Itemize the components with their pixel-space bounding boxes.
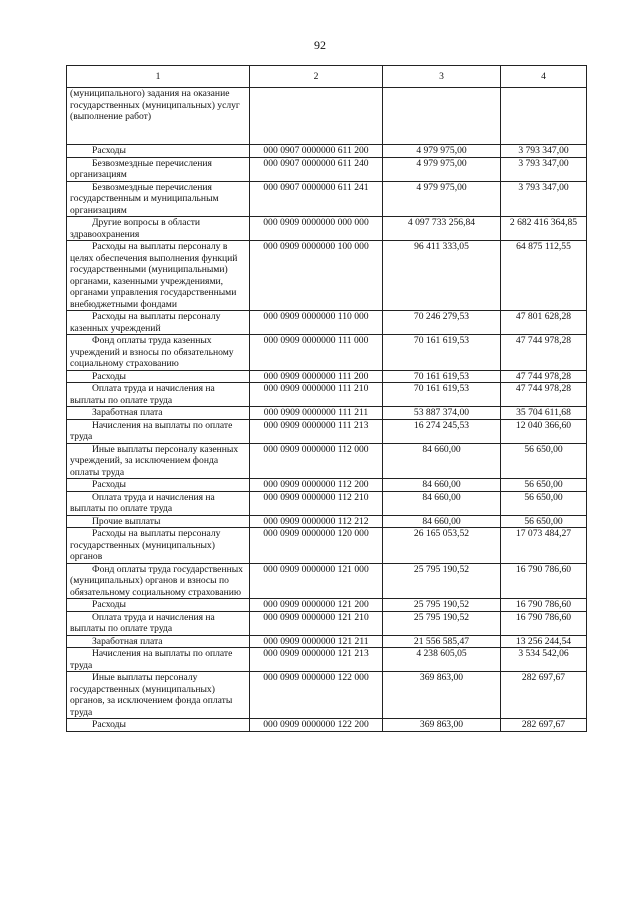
- row-code: 000 0909 0000000 111 000: [250, 335, 383, 371]
- row-name: Другие вопросы в области здравоохранения: [70, 217, 201, 240]
- table-row: [67, 419, 587, 443]
- row-name-cell: [67, 599, 250, 612]
- row-value-col3: [383, 88, 501, 145]
- row-name-cell: [67, 217, 250, 241]
- row-value-col4: [501, 88, 587, 145]
- row-value-col4: 56 650,00: [501, 491, 587, 515]
- row-value-col4: 13 256 244,54: [501, 635, 587, 648]
- budget-table-container: [66, 65, 586, 732]
- row-value-col4: 47 801 628,28: [501, 311, 587, 335]
- table-row: [67, 672, 587, 719]
- row-name-cell: [67, 311, 250, 335]
- row-code: 000 0909 0000000 121 200: [250, 599, 383, 612]
- row-name-cell: [67, 407, 250, 420]
- row-value-col4: 12 040 366,60: [501, 419, 587, 443]
- row-value-col4: 282 697,67: [501, 672, 587, 719]
- table-row: [67, 648, 587, 672]
- row-value-col4: 35 704 611,68: [501, 407, 587, 420]
- row-value-col4: 16 790 786,60: [501, 563, 587, 599]
- row-value-col4: 56 650,00: [501, 479, 587, 492]
- row-value-col3: 70 161 619,53: [383, 370, 501, 383]
- table-row: [67, 611, 587, 635]
- row-value-col3: 16 274 245,53: [383, 419, 501, 443]
- table-row: [67, 217, 587, 241]
- row-value-col4: 64 875 112,55: [501, 241, 587, 311]
- row-code: 000 0909 0000000 122 000: [250, 672, 383, 719]
- row-value-col3: 4 097 733 256,84: [383, 217, 501, 241]
- row-name-cell: [67, 157, 250, 181]
- table-row: [67, 491, 587, 515]
- row-code: 000 0907 0000000 611 240: [250, 157, 383, 181]
- row-code: 000 0909 0000000 121 211: [250, 635, 383, 648]
- row-value-col3: 369 863,00: [383, 719, 501, 732]
- row-code: 000 0909 0000000 112 212: [250, 515, 383, 528]
- table-row: [67, 479, 587, 492]
- row-name: Расходы на выплаты персоналу в целях обеспечения выполнения функций государственными (муниципальными) органами, казенными учреждениями, органами управления государственными внебюджетными фондами: [70, 241, 238, 310]
- table-row: [67, 145, 587, 158]
- table-row: [67, 88, 587, 145]
- row-name: Оплата труда и начисления на выплаты по оплате труда: [70, 491, 215, 514]
- row-name: Заработная плата: [92, 407, 163, 418]
- row-name: Расходы: [92, 145, 127, 156]
- row-name: Расходы: [92, 370, 127, 382]
- table-row: [67, 311, 587, 335]
- row-name: Фонд оплаты труда казенных учреждений и взносы по обязательному социальному страхованию: [70, 335, 234, 369]
- row-value-col3: 369 863,00: [383, 672, 501, 719]
- table-body: [67, 88, 587, 732]
- table-row: [67, 528, 587, 564]
- row-value-col4: 56 650,00: [501, 515, 587, 528]
- row-code: [250, 88, 383, 145]
- row-code: 000 0909 0000000 000 000: [250, 217, 383, 241]
- row-code: 000 0909 0000000 112 000: [250, 443, 383, 479]
- row-name-cell: [67, 611, 250, 635]
- row-name-cell: [67, 479, 250, 492]
- row-code: 000 0909 0000000 111 213: [250, 419, 383, 443]
- row-code: 000 0909 0000000 121 213: [250, 648, 383, 672]
- row-value-col3: 21 556 585,47: [383, 635, 501, 648]
- row-value-col3: 25 795 190,52: [383, 599, 501, 612]
- row-name: Расходы: [92, 479, 127, 490]
- row-value-col3: 4 979 975,00: [383, 157, 501, 181]
- row-name-cell: [67, 719, 250, 732]
- table-row: [67, 407, 587, 420]
- column-header-1: 1: [67, 66, 250, 88]
- row-value-col4: 16 790 786,60: [501, 611, 587, 635]
- row-name-cell: [67, 563, 250, 599]
- row-name: Расходы на выплаты персоналу государственных (муниципальных) органов: [70, 528, 221, 562]
- table-row: [67, 515, 587, 528]
- row-name: Оплата труда и начисления на выплаты по оплате труда: [70, 383, 215, 406]
- row-value-col4: 3 534 542,06: [501, 648, 587, 672]
- row-value-col4: 47 744 978,28: [501, 370, 587, 383]
- row-code: 000 0909 0000000 120 000: [250, 528, 383, 564]
- row-code: 000 0907 0000000 611 200: [250, 145, 383, 158]
- row-code: 000 0909 0000000 111 210: [250, 383, 383, 407]
- row-value-col4: 47 744 978,28: [501, 383, 587, 407]
- row-name: Заработная плата: [92, 635, 163, 647]
- row-value-col3: 25 795 190,52: [383, 611, 501, 635]
- row-name: (муниципального) задания на оказание государственных (муниципальных) услуг (выполнение работ): [70, 88, 240, 122]
- row-value-col3: 84 660,00: [383, 491, 501, 515]
- table-row: [67, 157, 587, 181]
- row-name-cell: [67, 672, 250, 719]
- row-name-cell: [67, 648, 250, 672]
- table-row: [67, 635, 587, 648]
- table-row: [67, 599, 587, 612]
- row-value-col4: 3 793 347,00: [501, 181, 587, 217]
- row-name: Иные выплаты персоналу казенных учреждений, за исключением фонда оплаты труда: [70, 443, 239, 478]
- row-name: Расходы: [92, 599, 127, 610]
- row-name-cell: [67, 145, 250, 158]
- row-value-col4: 17 073 484,27: [501, 528, 587, 564]
- row-name: Безвозмездные перечисления государственным и муниципальным организациям: [70, 181, 219, 216]
- table-row: [67, 383, 587, 407]
- table-row: [67, 241, 587, 311]
- row-name: Расходы на выплаты персоналу казенных учреждений: [70, 311, 221, 334]
- row-name-cell: [67, 635, 250, 648]
- row-value-col3: 84 660,00: [383, 479, 501, 492]
- column-header-2: 2: [250, 66, 383, 88]
- row-name-cell: [67, 181, 250, 217]
- table-row: [67, 370, 587, 383]
- row-name-cell: [67, 491, 250, 515]
- page-number: 92: [314, 38, 326, 52]
- row-name: Прочие выплаты: [92, 515, 161, 527]
- table-row: [67, 563, 587, 599]
- row-value-col3: 96 411 333,05: [383, 241, 501, 311]
- row-code: 000 0909 0000000 121 210: [250, 611, 383, 635]
- row-name-cell: [67, 335, 250, 371]
- table-header-row: [67, 66, 587, 88]
- row-name-cell: [67, 528, 250, 564]
- row-value-col4: 56 650,00: [501, 443, 587, 479]
- row-code: 000 0909 0000000 112 210: [250, 491, 383, 515]
- row-name: Расходы: [92, 719, 127, 730]
- budget-table: [66, 65, 587, 732]
- row-name-cell: [67, 370, 250, 383]
- row-code: 000 0907 0000000 611 241: [250, 181, 383, 217]
- row-value-col4: 282 697,67: [501, 719, 587, 732]
- row-value-col3: 70 246 279,53: [383, 311, 501, 335]
- row-value-col4: 2 682 416 364,85: [501, 217, 587, 241]
- row-name: Иные выплаты персоналу государственных (муниципальных) органов, за исключением фонда оплаты труда: [70, 672, 233, 718]
- row-name-cell: [67, 443, 250, 479]
- row-code: 000 0909 0000000 112 200: [250, 479, 383, 492]
- row-value-col3: 4 979 975,00: [383, 181, 501, 217]
- row-code: 000 0909 0000000 100 000: [250, 241, 383, 311]
- row-code: 000 0909 0000000 122 200: [250, 719, 383, 732]
- row-name: Начисления на выплаты по оплате труда: [70, 648, 233, 671]
- row-value-col4: 3 793 347,00: [501, 157, 587, 181]
- row-code: 000 0909 0000000 121 000: [250, 563, 383, 599]
- row-value-col3: 4 979 975,00: [383, 145, 501, 158]
- row-value-col4: 16 790 786,60: [501, 599, 587, 612]
- table-row: [67, 181, 587, 217]
- table-row: [67, 719, 587, 732]
- row-name-cell: [67, 383, 250, 407]
- row-name-cell: [67, 419, 250, 443]
- row-code: 000 0909 0000000 111 200: [250, 370, 383, 383]
- row-name: Начисления на выплаты по оплате труда: [70, 419, 233, 442]
- row-value-col3: 53 887 374,00: [383, 407, 501, 420]
- row-name: Безвозмездные перечисления организациям: [70, 157, 212, 180]
- row-value-col3: 70 161 619,53: [383, 383, 501, 407]
- row-value-col3: 26 165 053,52: [383, 528, 501, 564]
- row-value-col4: 47 744 978,28: [501, 335, 587, 371]
- column-header-3: 3: [383, 66, 501, 88]
- row-name-cell: [67, 515, 250, 528]
- row-code: 000 0909 0000000 111 211: [250, 407, 383, 420]
- row-value-col3: 84 660,00: [383, 443, 501, 479]
- row-value-col3: 25 795 190,52: [383, 563, 501, 599]
- row-value-col3: 84 660,00: [383, 515, 501, 528]
- row-name: Фонд оплаты труда государственных (муниципальных) органов и взносы по обязательному социальному страхованию: [70, 563, 243, 598]
- table-row: [67, 443, 587, 479]
- row-name: Оплата труда и начисления на выплаты по оплате труда: [70, 611, 215, 634]
- table-row: [67, 335, 587, 371]
- row-name-cell: [67, 88, 250, 145]
- row-code: 000 0909 0000000 110 000: [250, 311, 383, 335]
- column-header-4: 4: [501, 66, 587, 88]
- row-value-col3: 70 161 619,53: [383, 335, 501, 371]
- row-value-col4: 3 793 347,00: [501, 145, 587, 158]
- row-name-cell: [67, 241, 250, 311]
- row-value-col3: 4 238 605,05: [383, 648, 501, 672]
